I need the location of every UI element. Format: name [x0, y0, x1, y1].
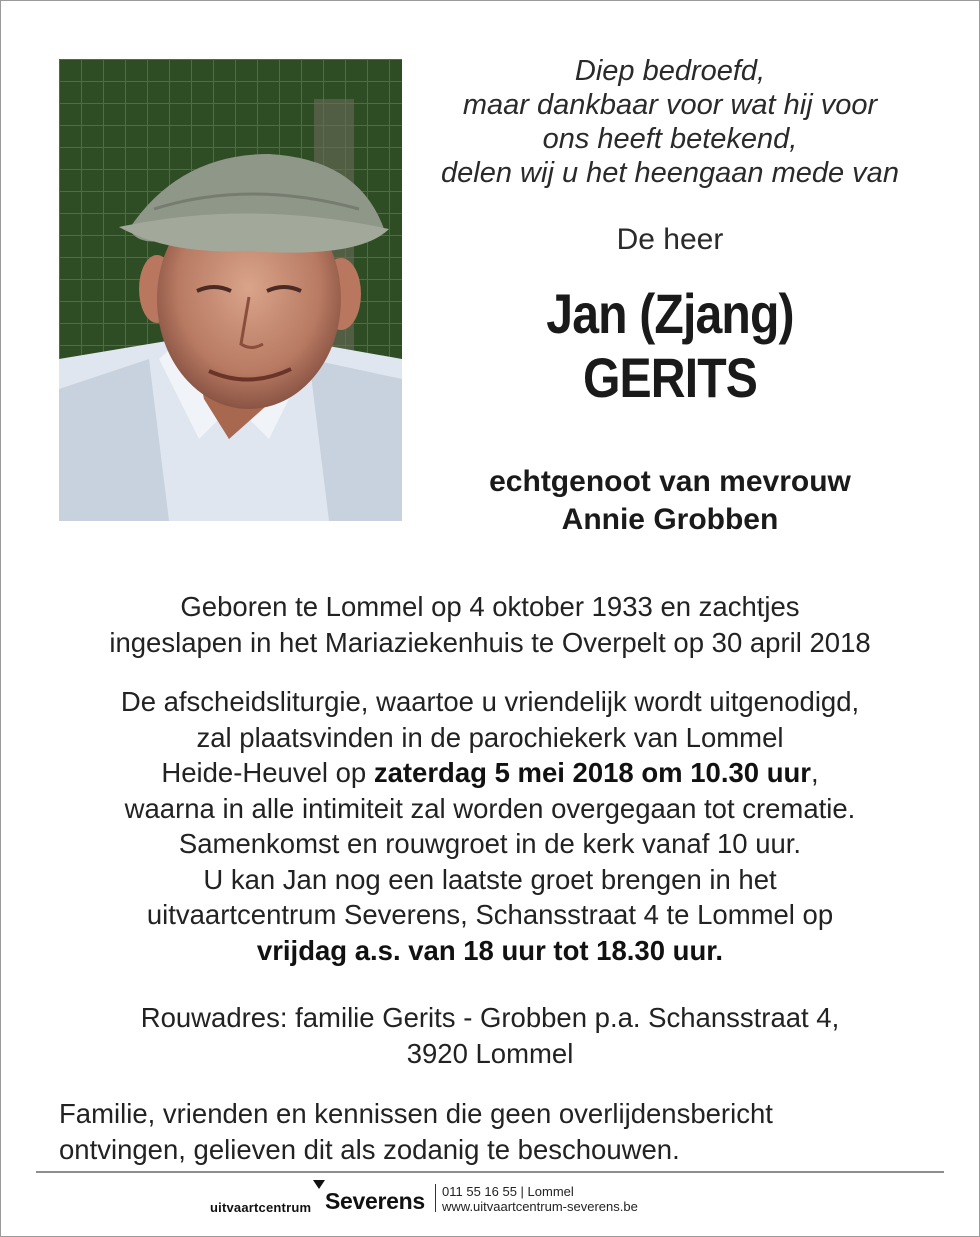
address-line: Rouwadres: familie Gerits - Grobben p.a. Schansstraat 4,: [140, 1002, 840, 1033]
deceased-name: [442, 282, 898, 410]
ceremony-line: zal plaatsvinden in de parochiekerk van Lommel: [196, 721, 784, 753]
spouse-line: echtgenoot van mevrouw: [489, 465, 851, 498]
ceremony-line: Samenkomst en rouwgroet in de kerk vanaf 10 uur.: [178, 828, 802, 859]
footer-divider: [36, 1171, 944, 1173]
ceremony-line: uitvaartcentrum Severens, Schansstraat 4 te Lommel op: [146, 899, 834, 930]
address-paragraph: [20, 1000, 960, 1071]
ceremony-line: De afscheidsliturgie, waartoe u vriendelijk wordt uitgenodigd,: [120, 686, 860, 717]
intro-line: delen wij u het heengaan mede van: [441, 157, 899, 189]
ceremony-line: waarna in alle intimiteit zal worden overgegaan tot crematie.: [124, 792, 856, 824]
contact-phone: 011 55 16 55 | Lommel: [442, 1184, 574, 1199]
ceremony-text: Heide-Heuvel op: [161, 757, 374, 788]
birth-line: ingeslapen in het Mariaziekenhuis te Overpelt op 30 april 2018: [109, 626, 871, 658]
spouse-line: Annie Grobben: [561, 503, 779, 536]
logo-triangle-icon: [313, 1180, 325, 1189]
logo-separator: [435, 1184, 436, 1212]
logo-brand-name: Severens: [325, 1188, 425, 1214]
visitation-time: vrijdag a.s. van 18 uur tot 18.30 uur.: [256, 934, 724, 966]
ceremony-line: [20, 755, 960, 791]
ceremony-line: [20, 933, 960, 969]
ceremony-paragraph: [20, 684, 960, 968]
notice-line: Familie, vrienden en kennissen die geen overlijdensbericht: [59, 1098, 773, 1129]
notice-line: ontvingen, gelieven dit als zodanig te beschouwen.: [59, 1133, 680, 1165]
birth-paragraph: [20, 589, 960, 660]
ceremony-text: ,: [811, 757, 819, 788]
intro-line: ons heeft betekend,: [542, 123, 798, 155]
spouse-text: [405, 463, 935, 539]
name-line-last: GERITS: [582, 346, 758, 409]
intro-line: Diep bedroefd,: [574, 55, 766, 87]
address-line: 3920 Lommel: [406, 1037, 574, 1069]
portrait-photo: [59, 59, 402, 521]
ceremony-line: U kan Jan nog een laatste groet brengen in het: [203, 863, 777, 895]
name-line-first: Jan (Zjang): [546, 282, 794, 345]
logo-small-text: uitvaartcentrum: [210, 1200, 312, 1215]
title-prefix: De heer: [616, 223, 724, 256]
notice-paragraph: [59, 1096, 939, 1167]
intro-text: [405, 54, 935, 190]
ceremony-date: zaterdag 5 mei 2018 om 10.30 uur: [373, 757, 811, 788]
intro-line: maar dankbaar voor wat hij voor: [462, 89, 878, 121]
contact-website[interactable]: www.uitvaartcentrum-severens.be: [442, 1199, 638, 1214]
birth-line: Geboren te Lommel op 4 oktober 1933 en zachtjes: [180, 591, 800, 622]
footer: [0, 1176, 980, 1226]
